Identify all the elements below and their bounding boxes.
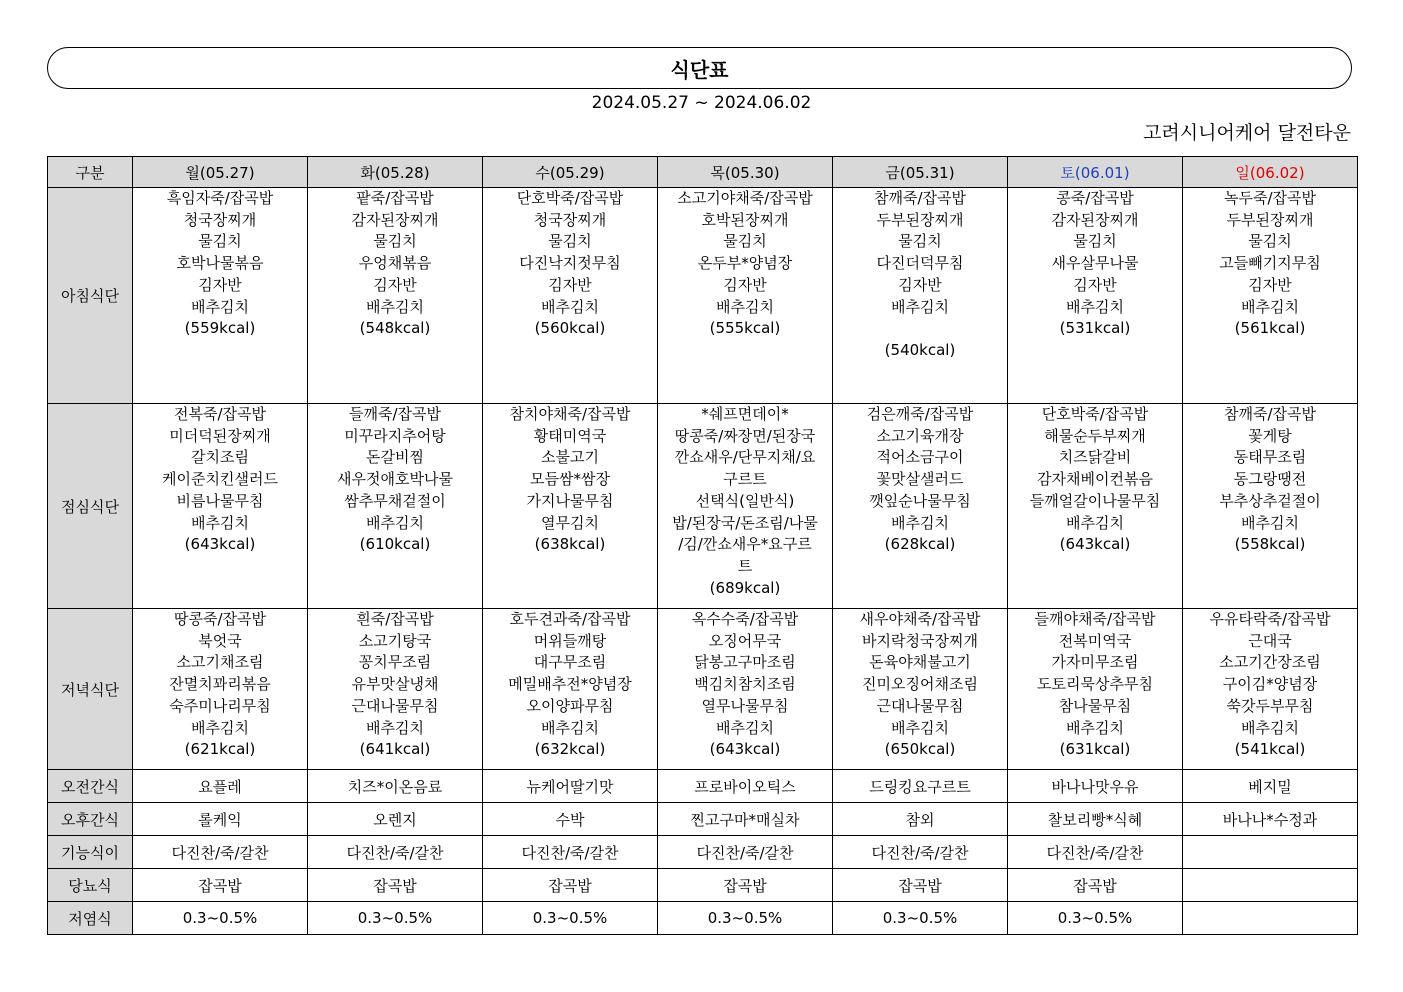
menu-item: 소고기육개장 (876, 426, 964, 445)
menu-item: (540kcal) (884, 340, 956, 359)
lunch-cell (833, 404, 1008, 609)
menu-item: 오징어무국 (708, 631, 782, 650)
menu-item: 물김치 (723, 232, 767, 251)
menu-item: 소고기야채죽/잡곡밥 (677, 189, 813, 207)
menu-item: 배추김치 (1066, 513, 1124, 532)
menu-item: *쉐프면데이* (701, 405, 789, 423)
menu-item: 북엇국 (198, 631, 242, 650)
menu-item: (560kcal) (534, 319, 606, 338)
menu-item: (555kcal) (709, 319, 781, 338)
lunch-cell (1008, 404, 1183, 609)
meal-table (47, 156, 1358, 935)
menu-item: 배추김치 (891, 718, 949, 737)
am-snack-cell: 요플레 (133, 770, 308, 803)
am-snack-row (48, 770, 1358, 803)
menu-item: 다진더덕무침 (876, 254, 964, 273)
menu-item: 옥수수죽/잡곡밥 (691, 610, 799, 628)
menu-item: 감자된장찌개 (1051, 210, 1139, 229)
menu-item: 쑥갓두부무침 (1226, 696, 1314, 715)
menu-item: 호두견과죽/잡곡밥 (509, 610, 631, 628)
diabetic-cell: 잡곡밥 (833, 869, 1008, 902)
dinner-cell (1183, 609, 1358, 770)
dinner-cell (1008, 609, 1183, 770)
diabetic-cell: 잡곡밥 (658, 869, 833, 902)
menu-item: 밥/된장국/돈조림/나물 (672, 513, 818, 532)
menu-item: 케이준치킨샐러드 (162, 470, 278, 489)
menu-item: 미더덕된장찌개 (169, 426, 271, 445)
menu-item: 돈갈비찜 (366, 448, 424, 467)
diabetic-cell: 잡곡밥 (1008, 869, 1183, 902)
menu-item: 근대나물무침 (876, 696, 964, 715)
menu-item: 김자반 (898, 275, 942, 294)
header-category: 구분 (48, 157, 133, 188)
lunch-cell (483, 404, 658, 609)
low-salt-cell: 0.3~0.5% (308, 902, 483, 935)
menu-item: (632kcal) (534, 740, 606, 759)
menu-item: 유부맛살냉채 (351, 675, 439, 694)
menu-item: 감자채베이컨볶음 (1037, 470, 1153, 489)
functional-cell: 다진찬/죽/갈찬 (308, 836, 483, 869)
functional-cell: 다진찬/죽/갈찬 (133, 836, 308, 869)
menu-item: 들깨죽/잡곡밥 (349, 405, 441, 423)
menu-item: 들깨얼갈이나물무침 (1029, 491, 1161, 510)
row-label-breakfast: 아침식단 (48, 188, 133, 404)
day-label: 토(06.01) (1060, 163, 1130, 182)
menu-item: 배추김치 (366, 718, 424, 737)
menu-item: 배추김치 (191, 297, 249, 316)
menu-item: 열무나물무침 (701, 696, 789, 715)
row-label-lunch: 점심식단 (48, 404, 133, 609)
menu-item: 김자반 (1073, 275, 1117, 294)
menu-item: 근대나물무침 (351, 696, 439, 715)
low-salt-cell: 0.3~0.5% (658, 902, 833, 935)
menu-item: 적어소금구이 (876, 448, 964, 467)
menu-item: 꽃맛살샐러드 (876, 470, 964, 489)
menu-item (833, 318, 1007, 340)
functional-diet-row (48, 836, 1358, 869)
low-salt-cell: 0.3~0.5% (1008, 902, 1183, 935)
menu-item: 팥죽/잡곡밥 (356, 189, 434, 207)
menu-item: 동태무조림 (1233, 448, 1307, 467)
menu-item: 두부된장찌개 (876, 210, 964, 229)
menu-item: 고들빼기지무침 (1219, 254, 1321, 273)
date-range: 2024.05.27 ~ 2024.06.02 (591, 93, 812, 113)
menu-item: 숙주미나리무침 (169, 696, 271, 715)
header-day-mon (133, 157, 308, 188)
menu-item: 참나물무침 (1058, 696, 1132, 715)
header-day-sat (1008, 157, 1183, 188)
menu-item: 가지나물무침 (526, 491, 614, 510)
functional-cell: 다진찬/죽/갈찬 (833, 836, 1008, 869)
menu-item: 참깨죽/잡곡밥 (874, 189, 966, 207)
menu-item: 두부된장찌개 (1226, 210, 1314, 229)
pm-snack-row (48, 803, 1358, 836)
menu-item: 김자반 (198, 275, 242, 294)
header-day-thu (658, 157, 833, 188)
menu-item: 배추김치 (716, 718, 774, 737)
menu-item: 황태미역국 (533, 426, 607, 445)
menu-item: 새우젓애호박나물 (337, 470, 453, 489)
low-salt-cell: 0.3~0.5% (133, 902, 308, 935)
menu-item: (643kcal) (709, 740, 781, 759)
header-row (48, 157, 1358, 188)
breakfast-cell (1008, 188, 1183, 404)
menu-item: 배추김치 (191, 513, 249, 532)
functional-cell (1183, 836, 1358, 869)
day-label: 월(05.27) (185, 163, 255, 182)
menu-item: 해물순두부찌개 (1044, 426, 1146, 445)
menu-item: (559kcal) (184, 319, 256, 338)
breakfast-row (48, 188, 1358, 404)
menu-item: 땅콩죽/짜장면/된장국 (674, 426, 816, 445)
pm-snack-cell: 찰보리빵*식혜 (1008, 803, 1183, 836)
functional-cell: 다진찬/죽/갈찬 (1008, 836, 1183, 869)
menu-item: 비름나물무침 (176, 491, 264, 510)
page-title: 식단표 (670, 57, 729, 82)
row-label-dinner: 저녁식단 (48, 609, 133, 770)
menu-item: 참깨죽/잡곡밥 (1224, 405, 1316, 423)
menu-item: 배추김치 (1066, 297, 1124, 316)
header-day-fri (833, 157, 1008, 188)
day-label: 금(05.31) (885, 163, 955, 182)
menu-item: 깻잎순나물무침 (869, 491, 971, 510)
breakfast-cell (833, 188, 1008, 404)
menu-item: 진미오징어채조림 (862, 675, 978, 694)
menu-item: 물김치 (373, 232, 417, 251)
menu-item: 배추김치 (366, 297, 424, 316)
menu-item: 김자반 (1248, 275, 1292, 294)
menu-item: 배추김치 (191, 718, 249, 737)
menu-item: 다진낙지젓무침 (519, 254, 621, 273)
am-snack-cell: 바나나맛우유 (1008, 770, 1183, 803)
pm-snack-cell: 참외 (833, 803, 1008, 836)
row-label-am-snack: 오전간식 (48, 770, 133, 803)
menu-item: (643kcal) (1059, 535, 1131, 554)
breakfast-cell (308, 188, 483, 404)
menu-item: 가자미무조림 (1051, 653, 1139, 672)
menu-item: 온두부*양념장 (697, 254, 793, 273)
day-label: 목(05.30) (710, 163, 780, 182)
menu-item: 콩죽/잡곡밥 (1056, 189, 1134, 207)
menu-item: 배추김치 (1066, 718, 1124, 737)
dinner-cell (133, 609, 308, 770)
menu-item: 감자된장찌개 (351, 210, 439, 229)
menu-item: 물김치 (898, 232, 942, 251)
menu-item: (643kcal) (184, 535, 256, 554)
menu-item: 물김치 (548, 232, 592, 251)
menu-item: 단호박죽/잡곡밥 (1041, 405, 1149, 423)
pm-snack-cell: 찐고구마*매실차 (658, 803, 833, 836)
menu-item: 소고기탕국 (358, 631, 432, 650)
menu-item: 김자반 (373, 275, 417, 294)
menu-item: 구르트 (723, 470, 767, 489)
diabetic-cell: 잡곡밥 (483, 869, 658, 902)
menu-item: 우유타락죽/잡곡밥 (1209, 610, 1331, 628)
menu-item: 배추김치 (891, 297, 949, 316)
day-label: 수(05.29) (535, 163, 605, 182)
menu-item: (558kcal) (1234, 535, 1306, 554)
menu-item: 소불고기 (541, 448, 599, 467)
pm-snack-cell: 오렌지 (308, 803, 483, 836)
menu-item: /김/깐쇼새우*요구르 (678, 535, 812, 554)
menu-item: 트 (737, 556, 753, 575)
menu-item: (621kcal) (184, 740, 256, 759)
diabetic-cell: 잡곡밥 (133, 869, 308, 902)
am-snack-cell: 치즈*이온음료 (308, 770, 483, 803)
menu-item: (628kcal) (884, 535, 956, 554)
menu-item: 참치야채죽/잡곡밥 (509, 405, 631, 423)
menu-item: 배추김치 (1241, 297, 1299, 316)
dinner-cell (658, 609, 833, 770)
low-salt-cell: 0.3~0.5% (483, 902, 658, 935)
menu-item: 호박나물볶음 (176, 254, 264, 273)
menu-item: (531kcal) (1059, 319, 1131, 338)
menu-item: (689kcal) (709, 578, 781, 597)
menu-item: 배추김치 (1241, 718, 1299, 737)
am-snack-cell: 드링킹요구르트 (833, 770, 1008, 803)
menu-item: 잔멸치꽈리볶음 (169, 675, 271, 694)
menu-item: (610kcal) (359, 535, 431, 554)
menu-item: 검은깨죽/잡곡밥 (866, 405, 974, 423)
menu-item: (650kcal) (884, 740, 956, 759)
lunch-cell (658, 404, 833, 609)
lunch-cell (308, 404, 483, 609)
header-day-wed (483, 157, 658, 188)
menu-item: 닭봉고구마조림 (694, 653, 796, 672)
diabetic-diet-row (48, 869, 1358, 902)
am-snack-cell: 뉴케어딸기맛 (483, 770, 658, 803)
menu-item: 쌈추무채겉절이 (344, 491, 446, 510)
menu-item: 동그랑땡전 (1233, 470, 1307, 489)
menu-item: 새우야채죽/잡곡밥 (859, 610, 981, 628)
day-label: 화(05.28) (360, 163, 430, 182)
pm-snack-cell: 바나나*수정과 (1183, 803, 1358, 836)
menu-item: 열무김치 (541, 513, 599, 532)
menu-item: 배추김치 (716, 297, 774, 316)
row-label-functional: 기능식이 (48, 836, 133, 869)
menu-item: 김자반 (548, 275, 592, 294)
title-banner (47, 47, 1352, 89)
pm-snack-cell: 롤케익 (133, 803, 308, 836)
dinner-cell (833, 609, 1008, 770)
diabetic-cell (1183, 869, 1358, 902)
menu-item: 김자반 (723, 275, 767, 294)
menu-item: 청국장찌개 (533, 210, 607, 229)
menu-item: 오이양파무침 (526, 696, 614, 715)
menu-item: 구이김*양념장 (1222, 675, 1318, 694)
menu-item: 배추김치 (366, 513, 424, 532)
menu-item: 배추김치 (541, 718, 599, 737)
menu-item: (548kcal) (359, 319, 431, 338)
menu-item: 전복죽/잡곡밥 (174, 405, 266, 423)
low-salt-cell: 0.3~0.5% (833, 902, 1008, 935)
menu-item: 단호박죽/잡곡밥 (516, 189, 624, 207)
menu-item: 새우살무나물 (1051, 254, 1139, 273)
functional-cell: 다진찬/죽/갈찬 (658, 836, 833, 869)
menu-item: 메밀배추전*양념장 (508, 675, 632, 694)
menu-item: 물김치 (198, 232, 242, 251)
menu-item: 도토리묵상추무침 (1037, 675, 1153, 694)
breakfast-cell (1183, 188, 1358, 404)
menu-item: 꽃게탕 (1248, 426, 1292, 445)
lunch-cell (133, 404, 308, 609)
menu-item: 배추김치 (891, 513, 949, 532)
breakfast-cell (658, 188, 833, 404)
am-snack-cell: 베지밀 (1183, 770, 1358, 803)
menu-item: 흑임자죽/잡곡밥 (166, 189, 274, 207)
menu-item: 땅콩죽/잡곡밥 (174, 610, 266, 628)
menu-item: 대구무조림 (533, 653, 607, 672)
lunch-cell (1183, 404, 1358, 609)
menu-item: 배추김치 (1241, 513, 1299, 532)
lunch-row (48, 404, 1358, 609)
menu-item: 전복미역국 (1058, 631, 1132, 650)
menu-item: 청국장찌개 (183, 210, 257, 229)
row-label-diabetic: 당뇨식 (48, 869, 133, 902)
menu-item: 호박된장찌개 (701, 210, 789, 229)
menu-item: (638kcal) (534, 535, 606, 554)
menu-item: 우엉채볶음 (358, 254, 432, 273)
menu-item: 돈육야채불고기 (869, 653, 971, 672)
menu-item: 백김치참치조림 (694, 675, 796, 694)
low-salt-row (48, 902, 1358, 935)
menu-item: 배추김치 (541, 297, 599, 316)
menu-item: 치즈닭갈비 (1058, 448, 1132, 467)
menu-item: 물김치 (1248, 232, 1292, 251)
day-label: 일(06.02) (1235, 163, 1305, 182)
menu-item: 소고기채조림 (176, 653, 264, 672)
menu-item: 물김치 (1073, 232, 1117, 251)
pm-snack-cell: 수박 (483, 803, 658, 836)
menu-item: 소고기간장조림 (1219, 653, 1321, 672)
menu-item: 녹두죽/잡곡밥 (1224, 189, 1316, 207)
breakfast-cell (483, 188, 658, 404)
menu-item: 갈치조림 (191, 448, 249, 467)
menu-item: 들깨야채죽/잡곡밥 (1034, 610, 1156, 628)
row-label-pm-snack: 오후간식 (48, 803, 133, 836)
header-day-tue (308, 157, 483, 188)
diabetic-cell: 잡곡밥 (308, 869, 483, 902)
menu-item: (641kcal) (359, 740, 431, 759)
menu-item: (631kcal) (1059, 740, 1131, 759)
row-label-low-salt: 저염식 (48, 902, 133, 935)
menu-item: 깐쇼새우/단무지채/요 (674, 448, 816, 467)
organization-name: 고려시니어케어 달전타운 (1143, 122, 1351, 144)
low-salt-cell (1183, 902, 1358, 935)
functional-cell: 다진찬/죽/갈찬 (483, 836, 658, 869)
menu-item: 미꾸라지추어탕 (344, 426, 446, 445)
menu-item: 모듬쌈*쌈장 (530, 470, 610, 489)
menu-item: 흰죽/잡곡밥 (356, 610, 434, 628)
menu-item: 선택식(일반식) (695, 491, 795, 510)
menu-item: 바지락청국장찌개 (862, 631, 978, 650)
breakfast-cell (133, 188, 308, 404)
menu-item: (541kcal) (1234, 740, 1306, 759)
dinner-row (48, 609, 1358, 770)
menu-item: 부추상추겉절이 (1219, 491, 1321, 510)
menu-item: 근대국 (1248, 631, 1292, 650)
menu-item: (561kcal) (1234, 319, 1306, 338)
am-snack-cell: 프로바이오틱스 (658, 770, 833, 803)
header-day-sun (1183, 157, 1358, 188)
dinner-cell (483, 609, 658, 770)
dinner-cell (308, 609, 483, 770)
menu-item: 꽁치무조림 (358, 653, 432, 672)
menu-item: 머위들깨탕 (533, 631, 607, 650)
